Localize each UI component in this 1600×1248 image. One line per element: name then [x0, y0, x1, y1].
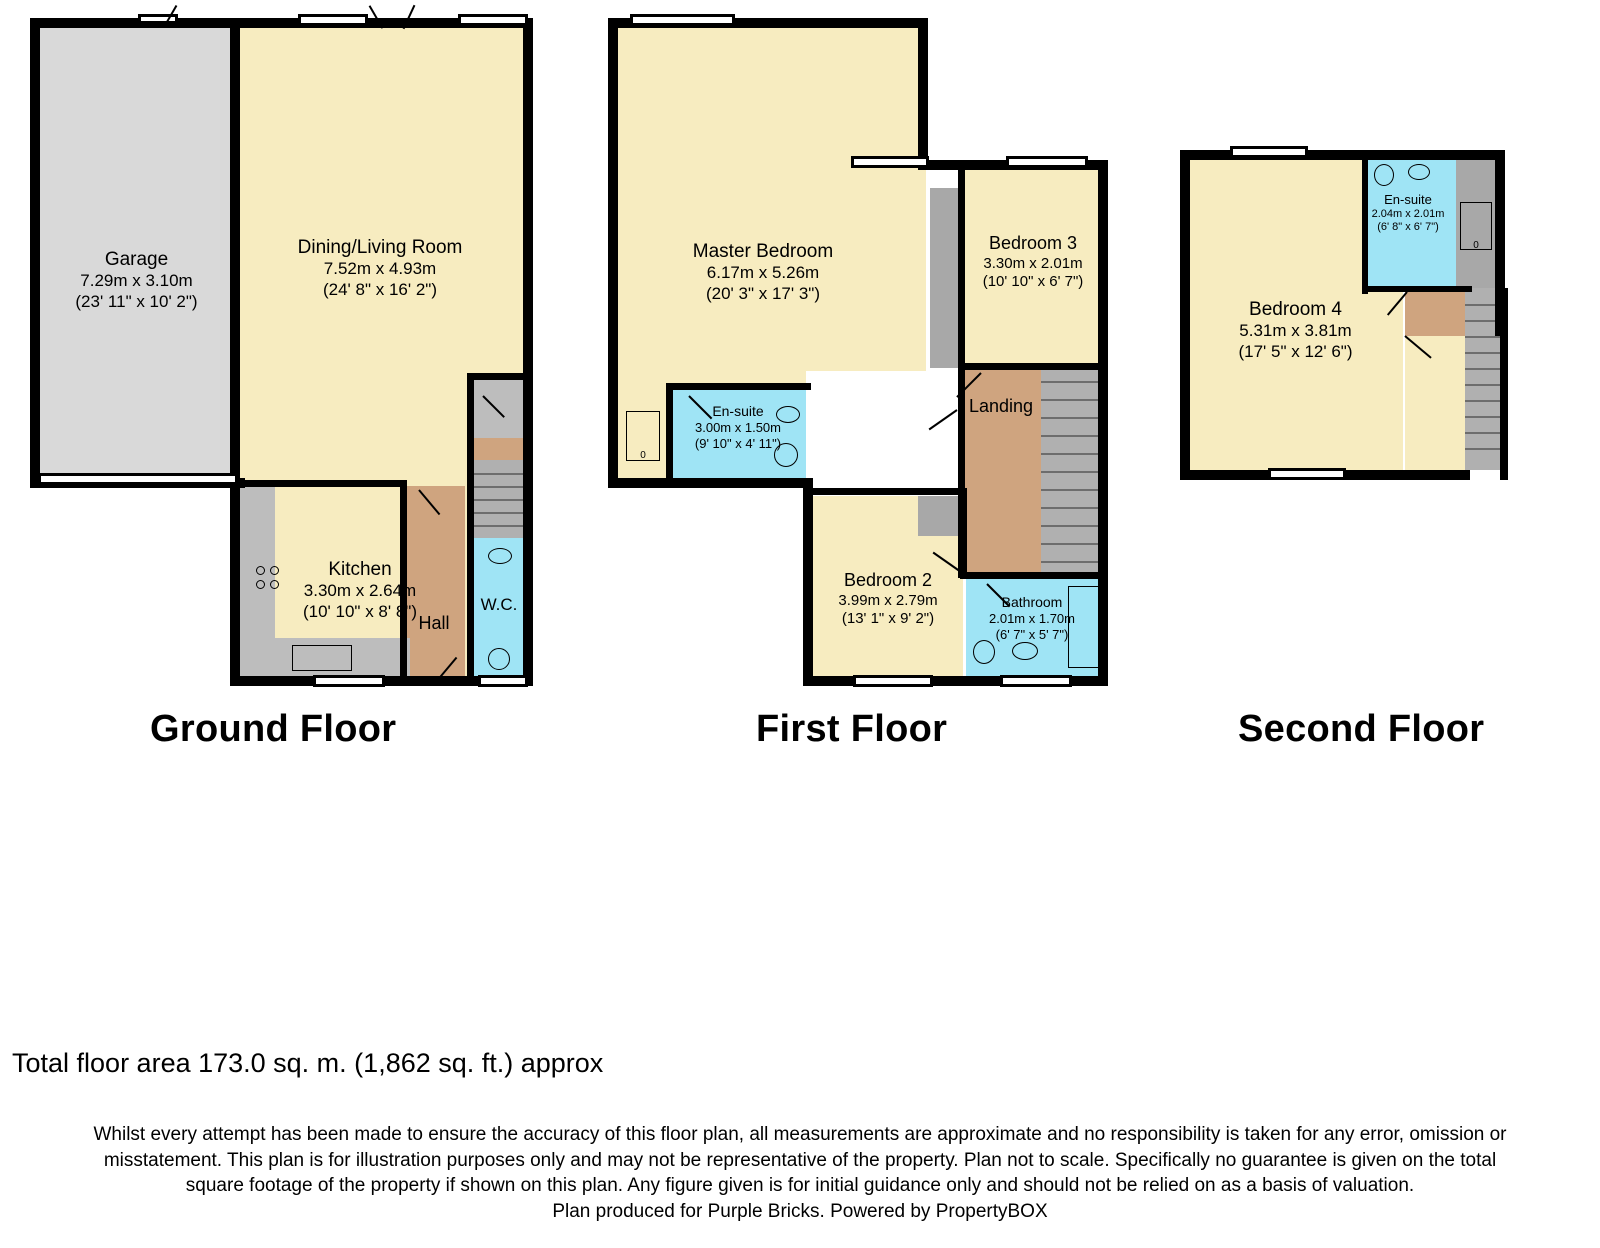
room-dim-ft: (10' 10" x 6' 7"): [982, 273, 1084, 291]
label-bedroom4: [1208, 298, 1383, 363]
landing-strip: [473, 438, 525, 460]
room-dim-m: 3.00m x 1.50m: [695, 420, 781, 436]
room-name: Master Bedroom: [692, 241, 834, 262]
room-dim-m: 2.01m x 1.70m: [989, 611, 1075, 627]
wall-main-right: [523, 18, 533, 686]
door-leaf-landing: [929, 409, 958, 430]
window-dining-top-left: [298, 14, 368, 26]
room-name: Bedroom 3: [988, 233, 1078, 253]
label-bedroom3: [963, 233, 1103, 292]
room-name: Bedroom 4: [1249, 299, 1342, 320]
shower-label-text: 0: [1473, 240, 1479, 251]
label-ensuite-first: [670, 403, 806, 452]
window-garage-top: [138, 14, 178, 24]
window-master-right: [851, 156, 929, 168]
disclaimer-block: [0, 1122, 1600, 1225]
room-dim-ft: (23' 11" x 10' 2"): [75, 291, 198, 311]
wall-ensuite-second-bottom: [1362, 286, 1472, 292]
shower-label-first: [628, 450, 658, 462]
basin-icon-bathroom: [1012, 642, 1038, 660]
room-name: Dining/Living Room: [297, 237, 463, 258]
wall-ensuite-top: [666, 383, 811, 390]
label-dining-living: [260, 236, 500, 301]
window-bedroom2-bottom: [853, 675, 933, 687]
window-dining-top-right: [458, 14, 528, 26]
basin-icon-ensuite-second: [1408, 164, 1430, 180]
disclaimer-line-3: square footage of the property if shown on this plan. Any figure given is for initial guidance only and should not be relied on as a basis of valuation.: [185, 1175, 1415, 1197]
window-bedroom4-bottom: [1268, 468, 1346, 480]
room-name: Landing: [968, 396, 1034, 416]
wall-kitchen-top: [235, 480, 407, 487]
shower-label-second: [1462, 240, 1490, 252]
room-name: W.C.: [480, 595, 518, 614]
room-dim-ft: (6' 8" x 6' 7"): [1377, 221, 1439, 234]
label-bathroom: [966, 594, 1098, 643]
ground-floor-plan: [30, 18, 540, 750]
wc-toilet-icon: [488, 648, 510, 670]
wall-wc-left: [467, 373, 474, 686]
first-floor-plan: [608, 18, 1118, 750]
wall-first-midstep: [608, 478, 813, 488]
wall-garage-left: [30, 18, 40, 488]
hob-icon: [256, 566, 265, 575]
wall-main-left: [230, 18, 240, 686]
wall-bedroom2-right: [960, 488, 967, 578]
room-dim-m: 3.30m x 2.01m: [983, 254, 1083, 272]
wall-first-upper-right: [918, 18, 928, 168]
window-front-door: [478, 675, 528, 687]
wall-wc-top: [467, 373, 527, 380]
disclaimer-line-1: Whilst every attempt has been made to ensure the accuracy of this floor plan, all measurements are approximate and no responsibility is taken for any error, omission or: [93, 1124, 1507, 1145]
label-bedroom2: [813, 570, 963, 629]
wall-first-left-lower: [803, 480, 813, 686]
wall-bedroom2-top: [806, 488, 966, 495]
wall-bathroom-top: [960, 572, 1106, 579]
room-name: Kitchen: [328, 559, 392, 580]
room-dim-m: 6.17m x 5.26m: [706, 263, 820, 283]
toilet-icon-bathroom: [973, 640, 995, 664]
label-landing: [960, 396, 1042, 418]
room-dim-ft: (10' 10" x 8' 8"): [302, 601, 417, 621]
disclaimer-line-2: misstatement. This plan is for illustration purposes only and may not be representative of the property. Plan not to scale. Specifically no guarantee is given on the total: [103, 1149, 1497, 1171]
hob-icon-3: [256, 580, 265, 589]
wall-second-left: [1180, 150, 1190, 480]
room-dim-m: 7.29m x 3.10m: [80, 271, 193, 291]
stair-treads-first: [1041, 363, 1103, 578]
room-name: Hall: [418, 613, 450, 633]
floor-title-ground: Ground Floor: [150, 708, 397, 750]
room-name: En-suite: [712, 403, 764, 419]
window-master-top: [630, 14, 735, 26]
wall-first-left: [608, 18, 618, 488]
floor-title-first: First Floor: [756, 708, 948, 750]
bedroom4-area-lower: [1405, 336, 1465, 470]
second-floor-plan: [1180, 140, 1580, 750]
total-floor-area: Total floor area 173.0 sq. m. (1,862 sq. ft.) approx: [12, 1048, 604, 1078]
wall-garage-top: [30, 18, 240, 28]
room-dim-m: 2.04m x 2.01m: [1371, 207, 1445, 220]
room-dim-m: 3.99m x 2.79m: [838, 591, 938, 609]
room-dim-ft: (9' 10" x 4' 11"): [694, 435, 782, 451]
label-wc: [471, 595, 527, 616]
floor-title-second: Second Floor: [1238, 708, 1485, 750]
master-bedroom-area-2: [798, 26, 926, 371]
room-dim-ft: (17' 5" x 12' 6"): [1238, 341, 1353, 361]
label-ensuite-second: [1358, 192, 1458, 235]
garage-door: [38, 473, 238, 485]
wall-landing-top: [958, 363, 1106, 370]
label-master-bedroom: [638, 240, 888, 305]
window-bedroom4-top: [1230, 146, 1308, 158]
wall-second-top: [1180, 150, 1505, 160]
window-kitchen-bottom: [313, 675, 385, 687]
shower-label-text: 0: [640, 450, 646, 461]
room-dim-ft: (6' 7" x 5' 7"): [995, 626, 1069, 642]
cupboard-first-a: [930, 188, 958, 368]
stair-treads-ground: [473, 460, 525, 538]
room-name: Bathroom: [1001, 594, 1063, 610]
room-dim-ft: (13' 1" x 9' 2"): [841, 610, 935, 628]
room-name: Bedroom 2: [843, 570, 933, 590]
room-dim-m: 7.52m x 4.93m: [323, 259, 437, 279]
wall-second-right-lower: [1500, 288, 1508, 480]
label-hall: [402, 613, 466, 635]
room-dim-m: 3.30m x 2.64m: [303, 581, 417, 601]
room-name: Garage: [104, 249, 169, 270]
toilet-icon-ensuite-second: [1374, 164, 1394, 186]
label-garage: [54, 248, 219, 313]
room-name: En-suite: [1384, 192, 1432, 207]
window-bedroom3-top: [1006, 156, 1088, 168]
room-dim-ft: (20' 3" x 17' 3"): [705, 283, 820, 303]
sink-icon: [292, 645, 352, 671]
cupboard-upper: [473, 378, 525, 438]
window-bathroom-bottom: [1000, 675, 1072, 687]
room-dim-m: 5.31m x 3.81m: [1239, 321, 1352, 341]
room-dim-ft: (24' 8" x 16' 2"): [322, 279, 437, 299]
disclaimer-line-4: Plan produced for Purple Bricks. Powered by PropertyBOX: [552, 1200, 1048, 1222]
wc-basin-icon: [488, 548, 512, 564]
